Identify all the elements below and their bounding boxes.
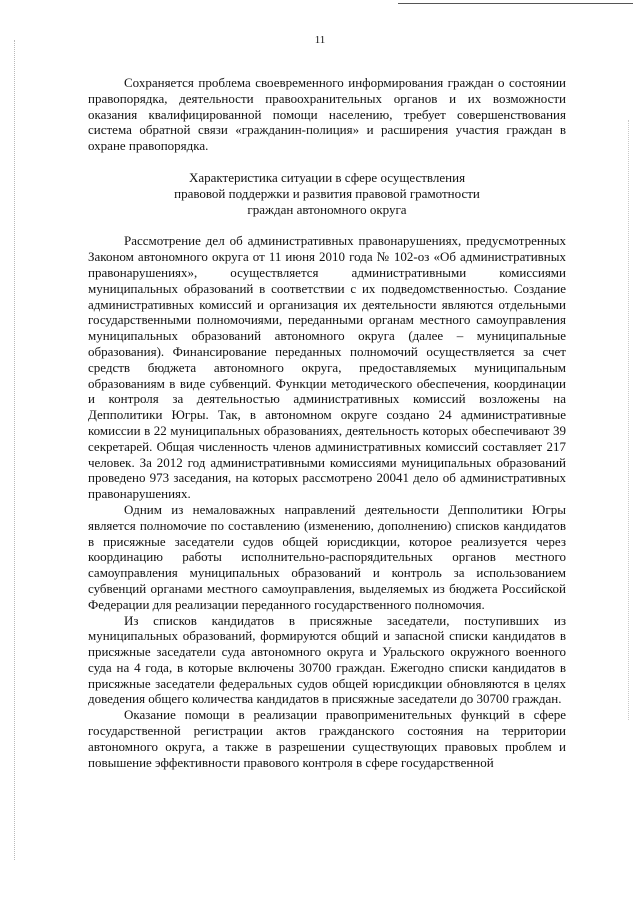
body-paragraph: Одним из немаловажных направлений деятельности Депполитики Югры является полномочие по составлению (изменению, дополнению) списков кандидатов в присяжные заседатели судов общей юрисдикции, которое реализуется через координацию работы исполнительно-распорядительных органов местного самоуправления муниципальных образований и контроль за использованием субвенций органами местного самоуправления, выделяемых из бюджета Российской Федерации для реализации переданного государственного полномочия. xyxy=(88,501,566,612)
intro-paragraph: Сохраняется проблема своевременного информирования граждан о состоянии правопорядка, деятельности правоохранительных органов и их возможности оказания квалифицированной помощи населению, требует совершенствования система обратной связи «гражданин-полиция» и расширения участия граждан в охране правопорядка. xyxy=(88,75,566,154)
body-paragraph: Рассмотрение дел об административных правонарушениях, предусмотренных Законом автономного округа от 11 июня 2010 года № 102-оз «Об административных правонарушениях», осуществляется административными комиссиями муниципальных образований в соответствии с их подведомственностью. Создание административных комиссий и организация их деятельности являются отдельными государственными полномочиями, переданными органам местного самоуправления муниципальных образований автономного округа (далее – муниципальные образования). Финансирование переданных полномочий осуществляется за счет средств бюджета автономного округа, предоставляемых муниципальным образованиям в виде субвенций. Функции методического обеспечения, координации и контроля за деятельностью административных комиссий возложены на Депполитики Югры. Так, в автономном округе создано 24 административные комиссии в 22 муниципальных образованиях, деятельность которых обеспечивают 39 секретарей. Общая численность членов административных комиссий составляет 217 человек. За 2012 год административными комиссиями муниципальных образований проведено 973 заседания, на которых рассмотрено 20041 дело об административных правонарушениях. xyxy=(88,233,566,502)
section-heading-line: правовой поддержки и развития правовой грамотности xyxy=(174,185,480,201)
body-paragraph: Оказание помощи в реализации правоприменительных функций в сфере государственной регистрации актов гражданского состояния на территории автономного округа, а также в разрешении существующих правовых проблем и повышение эффективности правового контроля в сфере государственной xyxy=(88,707,566,770)
section-heading xyxy=(88,170,566,217)
section-heading-line: граждан автономного округа xyxy=(247,201,407,217)
scan-edge-line xyxy=(398,3,633,4)
section-heading-line: Характеристика ситуации в сфере осуществления xyxy=(188,169,466,185)
document-body xyxy=(88,75,566,770)
scan-margin-left xyxy=(14,40,16,860)
scan-margin-right xyxy=(628,120,630,720)
body-paragraph: Из списков кандидатов в присяжные заседатели, поступивших из муниципальных образований, формируются общий и запасной списки кандидатов в присяжные заседатели суда автономного округа и Уральского окружного военного суда на 4 года, в которые включены 30700 граждан. Ежегодно списки кандидатов в присяжные заседатели федеральных судов общей юрисдикции обновляются в целях доведения общего количества кандидатов в присяжные заседатели до 30700 граждан. xyxy=(88,612,566,707)
page-number: 11 xyxy=(314,34,326,46)
